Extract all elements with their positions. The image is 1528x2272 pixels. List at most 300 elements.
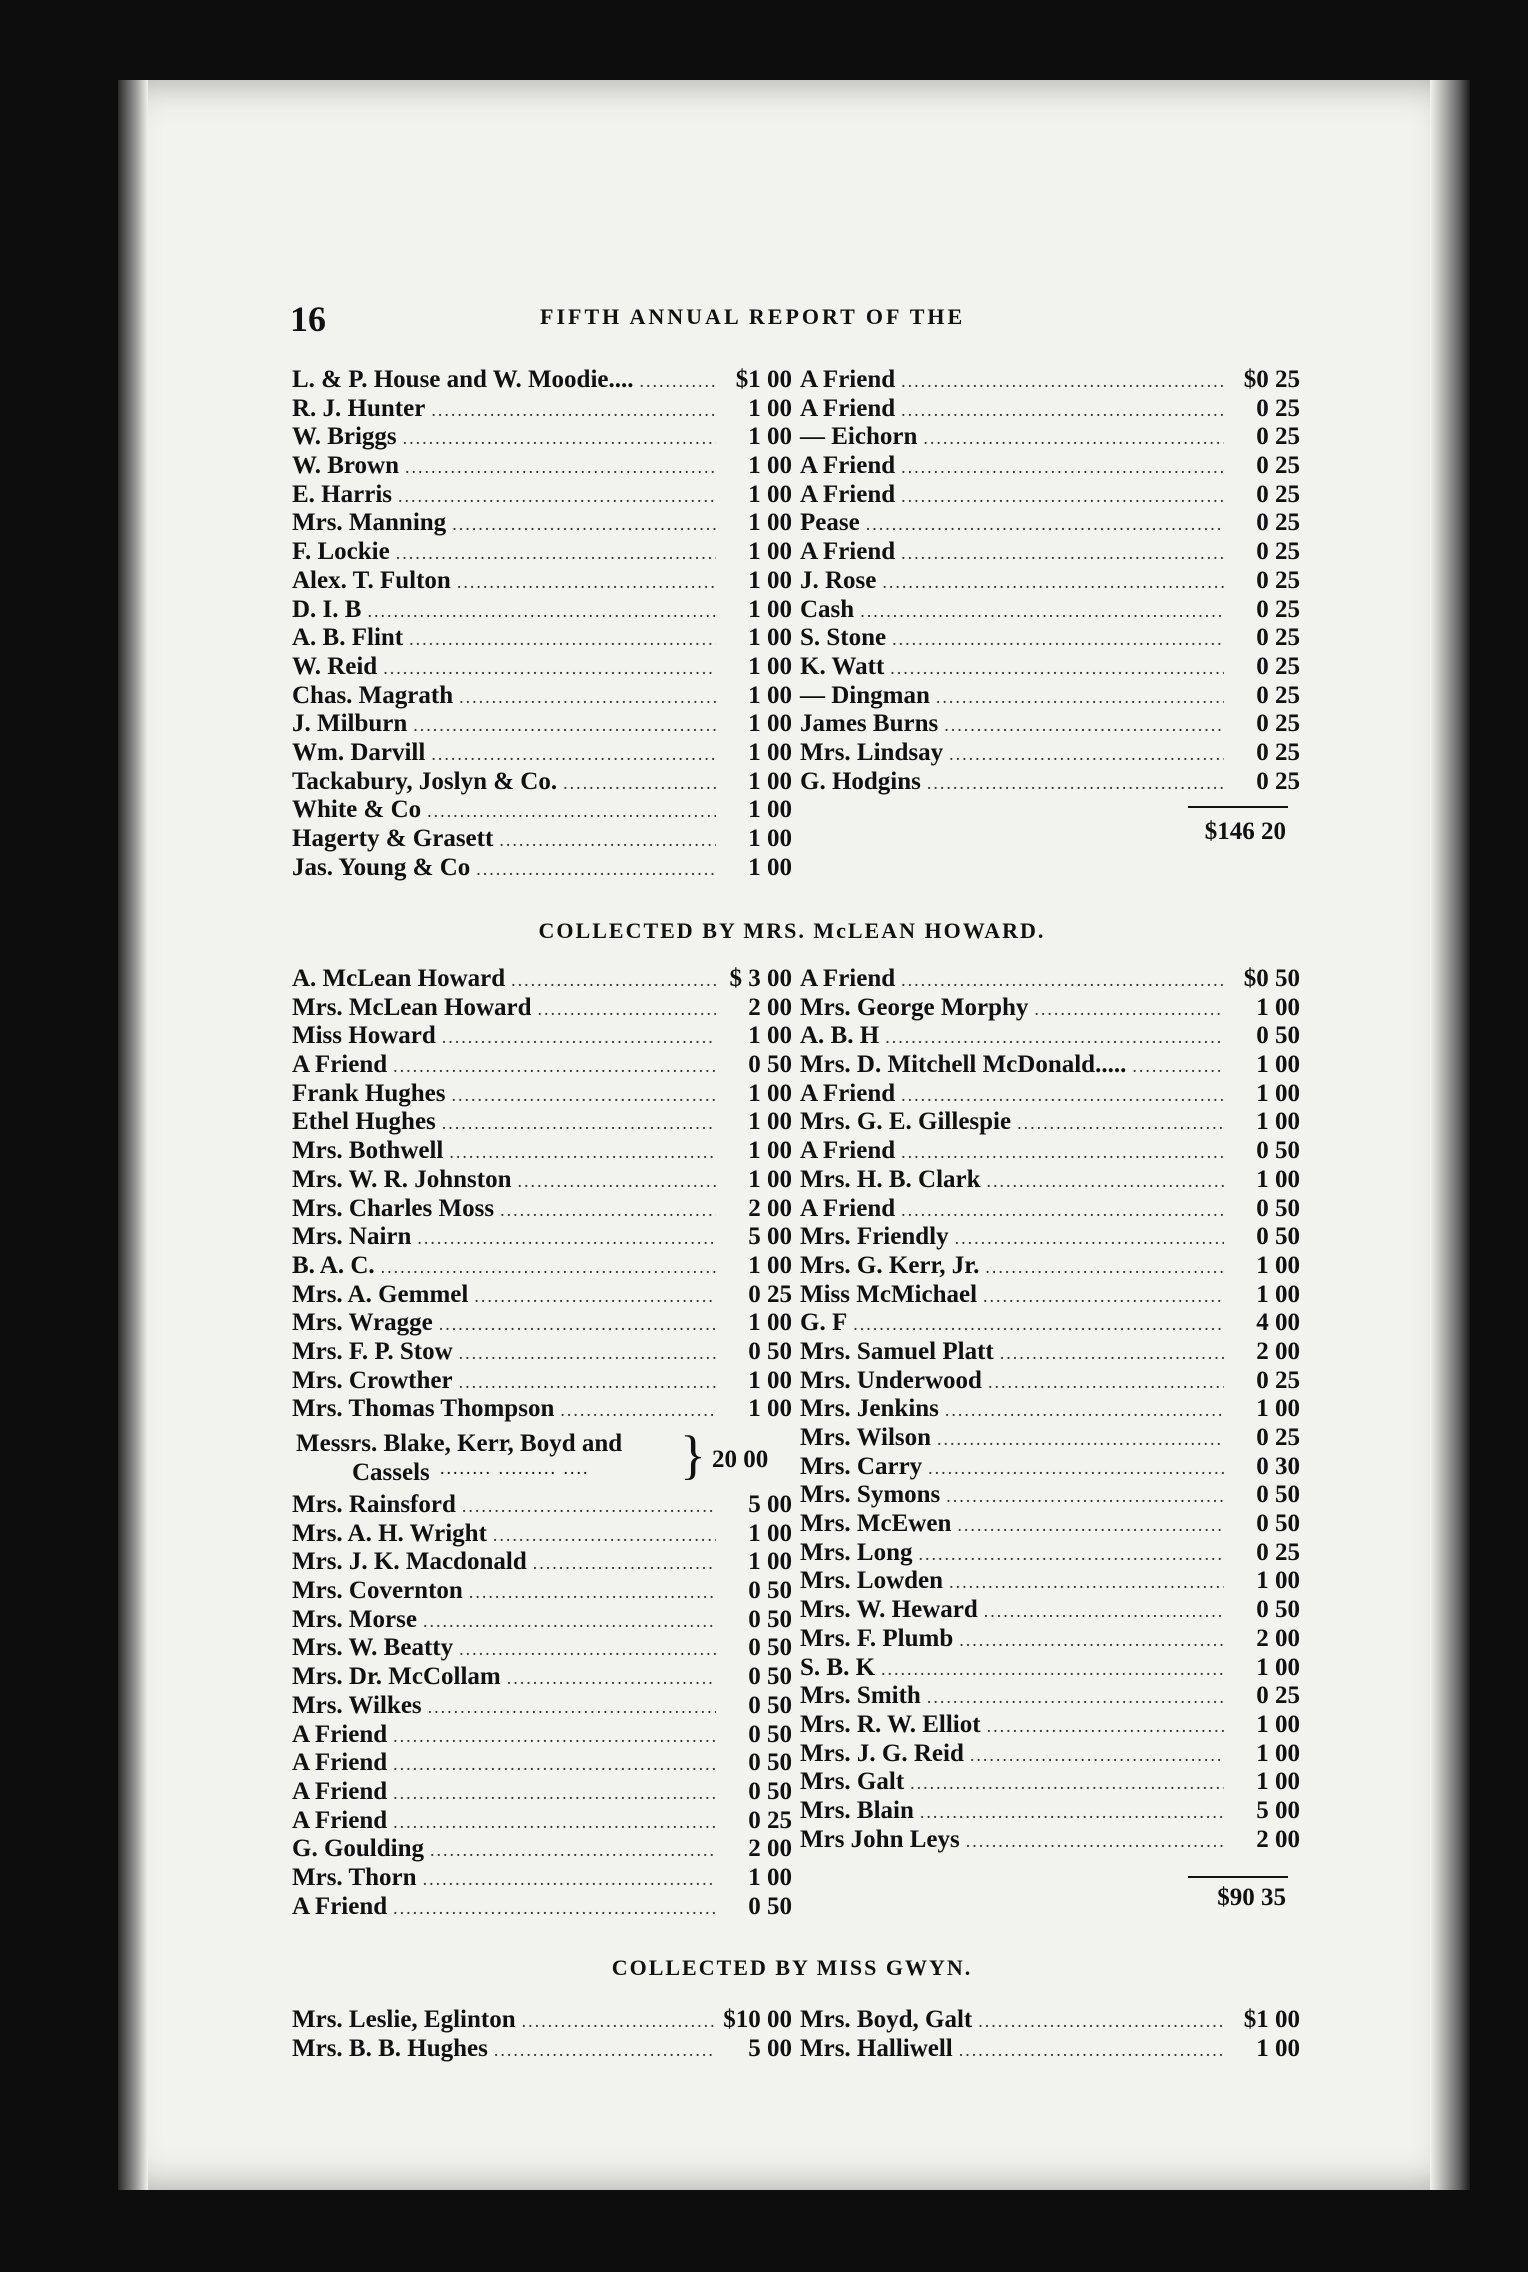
contribution-amount: 1 00 bbox=[748, 1309, 792, 1337]
section3-right-column bbox=[800, 2006, 1300, 2063]
contribution-amount: 0 25 bbox=[1256, 1366, 1300, 1394]
list-item bbox=[800, 1367, 1300, 1396]
leader-dots bbox=[563, 773, 716, 794]
contributor-name: Mrs. Manning bbox=[292, 509, 447, 537]
contributor-name: Jas. Young & Co bbox=[292, 853, 471, 881]
list-item bbox=[800, 481, 1300, 510]
leader-dots bbox=[442, 1113, 716, 1134]
contributor-name: S. B. K bbox=[800, 1653, 876, 1681]
contributor-name: Mrs. Nairn bbox=[292, 1223, 412, 1251]
contribution-amount: 1 00 bbox=[1256, 1710, 1300, 1738]
contributor-name: Mrs. Leslie, Eglinton bbox=[292, 2006, 516, 2033]
list-item bbox=[292, 1281, 792, 1310]
contributor-name: Mrs. G. E. Gillespie bbox=[800, 1108, 1012, 1136]
running-title: FIFTH ANNUAL REPORT OF THE bbox=[540, 304, 966, 329]
contributor-name: G. Goulding bbox=[292, 1835, 424, 1863]
contribution-amount: 0 25 bbox=[1256, 452, 1300, 480]
list-item bbox=[800, 710, 1300, 739]
contributor-name: A Friend bbox=[800, 394, 896, 422]
contribution-amount: 1 00 bbox=[748, 825, 792, 852]
contribution-amount: 1 00 bbox=[1256, 1108, 1300, 1136]
list-item bbox=[800, 1395, 1300, 1424]
leader-dots bbox=[901, 457, 1224, 478]
leader-dots bbox=[959, 2040, 1224, 2061]
leader-dots bbox=[393, 1783, 716, 1804]
contribution-amount: 1 00 bbox=[1256, 1768, 1300, 1796]
list-item bbox=[800, 1338, 1300, 1367]
list-item bbox=[292, 624, 792, 653]
leader-dots bbox=[452, 514, 716, 535]
leader-dots bbox=[409, 629, 716, 650]
leader-dots bbox=[920, 1802, 1224, 1823]
contributor-name: W. Reid bbox=[292, 652, 378, 680]
leader-dots bbox=[901, 1142, 1224, 1163]
list-item bbox=[292, 854, 792, 883]
leader-dots bbox=[393, 1056, 716, 1077]
leader-dots bbox=[449, 1142, 716, 1163]
contributor-name: A Friend bbox=[292, 1720, 388, 1748]
list-item bbox=[800, 1309, 1300, 1338]
contributor-name: Mrs. Lindsay bbox=[800, 738, 944, 766]
list-item bbox=[292, 653, 792, 682]
list-item bbox=[292, 1108, 792, 1137]
leader-dots bbox=[439, 1314, 716, 1335]
contributor-name: Miss McMichael bbox=[800, 1280, 978, 1308]
list-item bbox=[292, 1080, 792, 1109]
contributor-name: Mrs John Leys bbox=[800, 1825, 960, 1853]
contributor-name: R. J. Hunter bbox=[292, 394, 426, 422]
contribution-amount: 0 50 bbox=[1256, 1481, 1300, 1509]
leader-dots bbox=[1000, 1343, 1224, 1364]
contribution-amount: 2 00 bbox=[748, 1194, 792, 1222]
contributor-name: L. & P. House and W. Moodie.... bbox=[292, 366, 634, 393]
leader-dots bbox=[511, 970, 716, 991]
contribution-amount: 2 00 bbox=[1256, 1825, 1300, 1853]
contribution-amount: 1 00 bbox=[748, 1022, 792, 1050]
contributor-name: Mrs. Lowden bbox=[800, 1567, 944, 1595]
leader-dots bbox=[459, 1639, 716, 1660]
contribution-amount: 1 00 bbox=[1256, 993, 1300, 1021]
leader-dots bbox=[459, 1343, 716, 1364]
contribution-amount: 1 00 bbox=[1256, 1079, 1300, 1107]
contributor-name: B. A. C. bbox=[292, 1251, 375, 1279]
list-item bbox=[800, 452, 1300, 481]
leader-dots bbox=[901, 1085, 1224, 1106]
contributor-name: Miss Howard bbox=[292, 1022, 436, 1050]
contributor-name: Mrs. Bothwell bbox=[292, 1137, 444, 1165]
list-item bbox=[292, 1395, 792, 1424]
contributor-name: Mrs. Carry bbox=[800, 1452, 923, 1480]
list-item bbox=[292, 1835, 792, 1864]
list-item bbox=[292, 1807, 792, 1836]
list-item bbox=[800, 1510, 1300, 1539]
contributor-name: A. B. H bbox=[800, 1022, 880, 1050]
leader-dots bbox=[901, 1200, 1224, 1221]
contribution-amount: 2 00 bbox=[748, 1835, 792, 1863]
contributor-name: Mrs. W. Beatty bbox=[292, 1634, 454, 1662]
section2-total: $90 35 bbox=[1217, 1884, 1286, 1911]
list-item bbox=[800, 567, 1300, 596]
contributor-name: Mrs. W. Heward bbox=[800, 1596, 978, 1624]
leader-dots bbox=[946, 1486, 1224, 1507]
list-item bbox=[800, 1080, 1300, 1109]
contributor-name: Mrs. Samuel Platt bbox=[800, 1337, 994, 1365]
leader-dots bbox=[927, 1687, 1224, 1708]
contribution-amount: 0 50 bbox=[1256, 1596, 1300, 1624]
contribution-amount: 1 00 bbox=[748, 566, 792, 594]
contribution-amount: 1 00 bbox=[748, 1079, 792, 1107]
contributor-name: A Friend bbox=[800, 538, 896, 566]
contribution-amount: 1 00 bbox=[748, 624, 792, 652]
contributor-name: A Friend bbox=[292, 1806, 388, 1834]
contributor-name: A Friend bbox=[800, 452, 896, 480]
leader-dots bbox=[393, 1812, 716, 1833]
list-item bbox=[292, 739, 792, 768]
section1-right-column bbox=[800, 366, 1300, 796]
contributor-name: Mrs. Long bbox=[800, 1538, 913, 1566]
list-item bbox=[800, 1654, 1300, 1683]
list-item bbox=[800, 1682, 1300, 1711]
list-item bbox=[800, 1826, 1300, 1855]
leader-dots bbox=[442, 1027, 716, 1048]
list-item bbox=[292, 1721, 792, 1750]
leader-dots bbox=[459, 687, 716, 708]
contribution-amount: 5 00 bbox=[748, 2034, 792, 2062]
contributor-name: F. Lockie bbox=[292, 538, 390, 566]
contribution-amount: 0 50 bbox=[748, 1663, 792, 1691]
contribution-amount: 1 00 bbox=[1256, 1653, 1300, 1681]
leader-dots bbox=[985, 1257, 1224, 1278]
leader-dots bbox=[988, 1372, 1224, 1393]
contribution-amount: 0 50 bbox=[1256, 1194, 1300, 1222]
leader-dots bbox=[499, 830, 716, 851]
contribution-amount: 0 25 bbox=[1256, 738, 1300, 766]
book-spine-shadow bbox=[118, 80, 148, 2190]
contribution-amount: 0 25 bbox=[748, 1280, 792, 1308]
contributor-name: Chas. Magrath bbox=[292, 681, 454, 709]
blake-amount: 20 00 bbox=[712, 1446, 769, 1473]
leader-dots bbox=[901, 400, 1224, 421]
contributor-name: G. Hodgins bbox=[800, 767, 921, 795]
leader-dots bbox=[983, 1286, 1224, 1307]
list-item bbox=[292, 1577, 792, 1606]
leader-dots bbox=[560, 1400, 716, 1421]
contributor-name: Mrs. Morse bbox=[292, 1605, 417, 1633]
contribution-amount: 0 50 bbox=[748, 1337, 792, 1365]
contributor-name: J. Rose bbox=[800, 566, 877, 594]
list-item bbox=[292, 1223, 792, 1252]
list-item bbox=[292, 509, 792, 538]
contributor-name: A Friend bbox=[800, 366, 896, 393]
contributor-name: A Friend bbox=[292, 1051, 388, 1079]
contributor-name: Mrs. Symons bbox=[800, 1481, 941, 1509]
list-item bbox=[292, 1749, 792, 1778]
contribution-amount: 1 00 bbox=[748, 538, 792, 566]
contribution-amount: 1 00 bbox=[748, 595, 792, 623]
contribution-amount: 0 25 bbox=[1256, 710, 1300, 738]
section1-total-rule bbox=[1188, 806, 1288, 808]
contributor-name: Mrs. Thorn bbox=[292, 1863, 417, 1891]
section2-total-rule bbox=[1188, 1876, 1288, 1878]
leader-dots bbox=[462, 1496, 716, 1517]
contributor-name: Cash bbox=[800, 595, 855, 623]
leader-dots bbox=[978, 2011, 1224, 2032]
contributor-name: Mrs. Wilson bbox=[800, 1424, 932, 1451]
contributor-name: Mrs. Wragge bbox=[292, 1309, 433, 1337]
leader-dots bbox=[910, 1773, 1224, 1794]
contributor-name: A Friend bbox=[800, 480, 896, 508]
list-item bbox=[292, 1022, 792, 1051]
contribution-amount: 1 00 bbox=[1256, 1251, 1300, 1279]
contribution-amount: $10 00 bbox=[723, 2006, 792, 2033]
blake-dots: ........ ......... .... bbox=[440, 1458, 590, 1478]
contribution-amount: $1 00 bbox=[1243, 2006, 1300, 2033]
leader-dots bbox=[431, 744, 716, 765]
contributor-name: Mrs. D. Mitchell McDonald..... bbox=[800, 1051, 1127, 1079]
leader-dots bbox=[966, 1831, 1224, 1852]
list-item bbox=[292, 1520, 792, 1549]
contribution-amount: 1 00 bbox=[748, 767, 792, 795]
contributor-name: Mrs. J. G. Reid bbox=[800, 1739, 964, 1767]
list-item bbox=[800, 1022, 1300, 1051]
list-item bbox=[292, 965, 792, 994]
contribution-amount: $1 00 bbox=[735, 366, 792, 393]
leader-dots bbox=[949, 744, 1224, 765]
contribution-amount: $0 25 bbox=[1243, 366, 1300, 393]
section1-total: $146 20 bbox=[1204, 818, 1286, 845]
contributor-name: Mrs. A. H. Wright bbox=[292, 1519, 487, 1547]
contribution-amount: 1 00 bbox=[748, 509, 792, 537]
leader-dots bbox=[1132, 1056, 1224, 1077]
leader-dots bbox=[945, 1400, 1224, 1421]
contributor-name: Mrs. Smith bbox=[800, 1682, 921, 1710]
leader-dots bbox=[494, 2040, 716, 2061]
contribution-amount: 1 00 bbox=[748, 796, 792, 824]
list-item bbox=[292, 994, 792, 1023]
leader-dots bbox=[1017, 1113, 1224, 1134]
contribution-amount: 1 00 bbox=[1256, 1739, 1300, 1767]
contribution-amount: 0 50 bbox=[748, 1691, 792, 1719]
leader-dots bbox=[928, 1458, 1224, 1479]
contribution-amount: 0 50 bbox=[748, 1051, 792, 1079]
contribution-amount: 0 50 bbox=[1256, 1022, 1300, 1050]
leader-dots bbox=[457, 572, 716, 593]
list-item bbox=[292, 366, 792, 395]
leader-dots bbox=[987, 1716, 1224, 1737]
list-item bbox=[292, 1606, 792, 1635]
list-item bbox=[800, 538, 1300, 567]
list-item bbox=[292, 1634, 792, 1663]
list-item bbox=[800, 739, 1300, 768]
list-item bbox=[292, 768, 792, 797]
contribution-amount: 1 00 bbox=[748, 1395, 792, 1423]
contribution-amount: 0 50 bbox=[1256, 1223, 1300, 1251]
blake-line2: Cassels bbox=[352, 1459, 430, 1486]
contributor-name: Mrs. Boyd, Galt bbox=[800, 2006, 973, 2033]
leader-dots bbox=[476, 859, 716, 880]
contributor-name: — Dingman bbox=[800, 681, 930, 709]
leader-dots bbox=[901, 970, 1224, 991]
contribution-amount: 0 25 bbox=[1256, 595, 1300, 623]
contributor-name: Mrs. Halliwell bbox=[800, 2034, 953, 2062]
contribution-amount: 1 00 bbox=[1256, 1165, 1300, 1193]
contribution-amount: 1 00 bbox=[1256, 2034, 1300, 2062]
contributor-name: Ethel Hughes bbox=[292, 1108, 436, 1136]
leader-dots bbox=[957, 1515, 1224, 1536]
contribution-amount: 1 00 bbox=[748, 1108, 792, 1136]
contributor-name: A Friend bbox=[800, 1137, 896, 1165]
contributor-name: W. Brown bbox=[292, 452, 399, 480]
contributor-name: Hagerty & Grasett bbox=[292, 825, 494, 852]
contribution-amount: 1 00 bbox=[748, 1251, 792, 1279]
contribution-amount: 1 00 bbox=[1256, 1567, 1300, 1595]
list-item bbox=[800, 624, 1300, 653]
list-item bbox=[800, 1596, 1300, 1625]
leader-dots bbox=[405, 457, 716, 478]
contributor-name: Mrs. Charles Moss bbox=[292, 1194, 495, 1222]
contribution-amount: 1 00 bbox=[748, 423, 792, 451]
list-item bbox=[292, 1137, 792, 1166]
leader-dots bbox=[500, 1200, 716, 1221]
list-item bbox=[292, 452, 792, 481]
contributor-name: Mrs. F. P. Stow bbox=[292, 1337, 453, 1365]
leader-dots bbox=[959, 1630, 1224, 1651]
contributor-name: — Eichorn bbox=[800, 423, 918, 451]
contribution-amount: 0 50 bbox=[748, 1605, 792, 1633]
leader-dots bbox=[984, 1601, 1224, 1622]
contributor-name: White & Co bbox=[292, 796, 422, 824]
contributor-name: E. Harris bbox=[292, 480, 392, 508]
leader-dots bbox=[640, 371, 716, 392]
contributor-name: Mrs. G. Kerr, Jr. bbox=[800, 1251, 980, 1279]
list-item bbox=[800, 2006, 1300, 2035]
list-item bbox=[292, 710, 792, 739]
list-item bbox=[292, 481, 792, 510]
contributor-name: Mrs. Dr. McCollam bbox=[292, 1663, 501, 1691]
contributor-name: A. B. Flint bbox=[292, 624, 404, 652]
contribution-amount: 0 25 bbox=[1256, 566, 1300, 594]
leader-dots bbox=[431, 400, 716, 421]
contribution-amount: 1 00 bbox=[748, 681, 792, 709]
list-item bbox=[292, 596, 792, 625]
list-item bbox=[800, 994, 1300, 1023]
list-item bbox=[292, 1195, 792, 1224]
leader-dots bbox=[493, 1525, 716, 1546]
list-item bbox=[292, 825, 792, 854]
list-item bbox=[292, 1309, 792, 1338]
contributor-name: Mrs. Thomas Thompson bbox=[292, 1395, 555, 1423]
leader-dots bbox=[383, 658, 716, 679]
leader-dots bbox=[1034, 999, 1224, 1020]
list-item bbox=[800, 1711, 1300, 1740]
contributor-name: Mrs. J. K. Macdonald bbox=[292, 1548, 527, 1576]
contribution-amount: $0 50 bbox=[1243, 965, 1300, 992]
list-item bbox=[292, 538, 792, 567]
contributor-name: A Friend bbox=[292, 1777, 388, 1805]
contributor-name: Mrs. W. R. Johnston bbox=[292, 1165, 512, 1193]
list-item bbox=[800, 682, 1300, 711]
contribution-amount: 1 00 bbox=[1256, 1051, 1300, 1079]
contribution-amount: 5 00 bbox=[748, 1223, 792, 1251]
leader-dots bbox=[474, 1286, 716, 1307]
leader-dots bbox=[396, 543, 716, 564]
leader-dots bbox=[452, 1085, 716, 1106]
leader-dots bbox=[937, 1429, 1224, 1450]
contributor-name: A Friend bbox=[292, 1892, 388, 1920]
leader-dots bbox=[398, 486, 716, 507]
section3-heading: COLLECTED BY MISS GWYN. bbox=[611, 1955, 973, 1980]
blake-line1: Messrs. Blake, Kerr, Boyd and bbox=[296, 1430, 623, 1457]
contribution-amount: 0 25 bbox=[1256, 652, 1300, 680]
list-item bbox=[800, 423, 1300, 452]
list-item bbox=[800, 596, 1300, 625]
contribution-amount: 0 50 bbox=[748, 1777, 792, 1805]
contributor-name: Alex. T. Fulton bbox=[292, 566, 451, 594]
list-item bbox=[800, 768, 1300, 797]
contributor-name: A Friend bbox=[800, 1079, 896, 1107]
list-item bbox=[292, 423, 792, 452]
contributor-name: Mrs. George Morphy bbox=[800, 993, 1029, 1021]
list-item bbox=[800, 1281, 1300, 1310]
list-item bbox=[800, 1453, 1300, 1482]
contribution-amount: 0 30 bbox=[1256, 1452, 1300, 1480]
contributor-name: A Friend bbox=[800, 1194, 896, 1222]
section1-left-column bbox=[292, 366, 792, 882]
contribution-amount: 0 50 bbox=[1256, 1510, 1300, 1538]
contributor-name: Mrs. Blain bbox=[800, 1796, 914, 1824]
list-item bbox=[800, 1768, 1300, 1797]
contribution-amount: 1 00 bbox=[748, 452, 792, 480]
contributor-name: K. Watt bbox=[800, 652, 885, 680]
contributor-name: Mrs. McLean Howard bbox=[292, 993, 532, 1021]
contributor-name: Tackabury, Joslyn & Co. bbox=[292, 767, 558, 795]
contributor-name: Mrs. Galt bbox=[800, 1768, 905, 1796]
list-item bbox=[800, 965, 1300, 994]
contribution-amount: 5 00 bbox=[748, 1491, 792, 1518]
leader-dots bbox=[522, 2011, 716, 2032]
list-item bbox=[292, 1692, 792, 1721]
contributor-name: Mrs. H. B. Clark bbox=[800, 1165, 981, 1193]
contribution-amount: 0 25 bbox=[1256, 1538, 1300, 1566]
leader-dots bbox=[403, 428, 716, 449]
list-item bbox=[800, 1166, 1300, 1195]
list-item bbox=[800, 395, 1300, 424]
contribution-amount: 1 00 bbox=[748, 1137, 792, 1165]
list-item bbox=[800, 1424, 1300, 1453]
list-item bbox=[292, 2006, 792, 2035]
leader-dots bbox=[901, 371, 1224, 392]
leader-dots bbox=[919, 1544, 1225, 1565]
leader-dots bbox=[892, 629, 1224, 650]
contribution-amount: 0 25 bbox=[1256, 423, 1300, 451]
contribution-amount: 0 50 bbox=[748, 1892, 792, 1920]
leader-dots bbox=[987, 1171, 1224, 1192]
list-item bbox=[292, 1893, 792, 1922]
leader-dots bbox=[518, 1171, 717, 1192]
list-item bbox=[292, 682, 792, 711]
leader-dots bbox=[413, 715, 716, 736]
contribution-amount: 1 00 bbox=[748, 853, 792, 881]
contributor-name: Mrs. B. B. Hughes bbox=[292, 2034, 488, 2062]
list-item bbox=[292, 2035, 792, 2064]
section2-heading: COLLECTED BY MRS. McLEAN HOWARD. bbox=[538, 918, 1046, 943]
page-number: 16 bbox=[290, 299, 326, 339]
brace: } bbox=[680, 1425, 706, 1485]
contributor-name: Pease bbox=[800, 509, 860, 537]
list-item bbox=[800, 366, 1300, 395]
contribution-amount: 0 25 bbox=[1256, 538, 1300, 566]
contributor-name: Mrs. F. Plumb bbox=[800, 1624, 954, 1652]
